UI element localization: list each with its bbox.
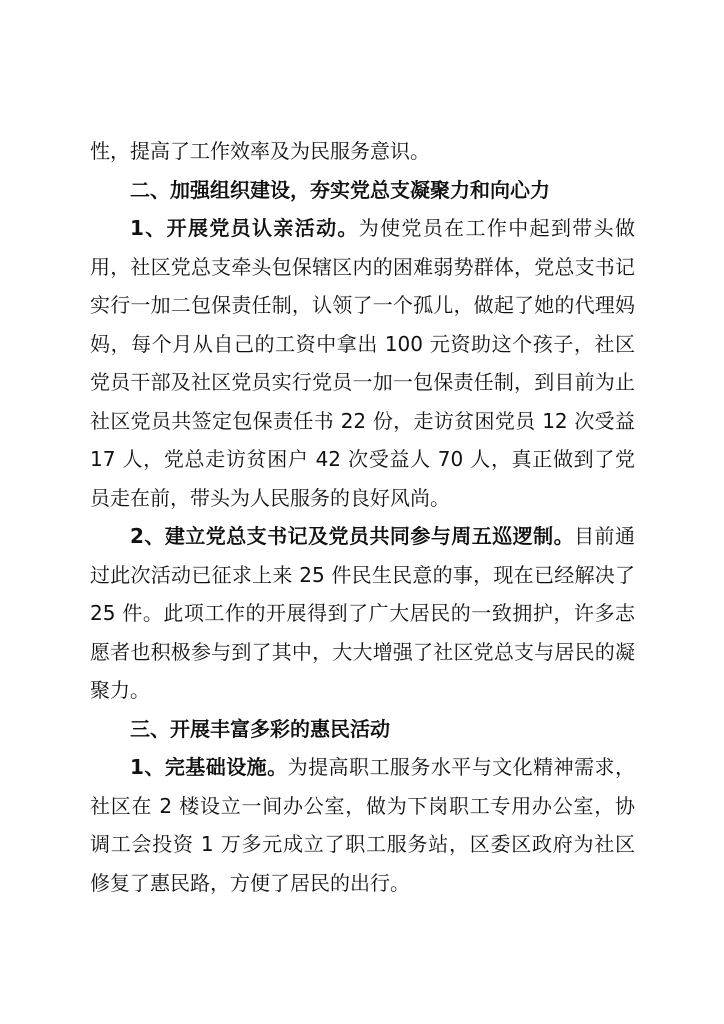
paragraph-infrastructure xyxy=(90,748,635,902)
section-heading-2: 二、加强组织建设，夯实党总支凝聚力和向心力 xyxy=(130,177,550,202)
paragraph-friday-patrol xyxy=(90,517,635,710)
paragraph-text: 为提高职工服务水平与文化精神需求，社区在 2 楼设立一间办公室，做为下岗职工专用办公室，协调工会投资 1 万多元成立了职工服务站，区委区政府为社区修复了惠民路，方便了居民的出行。 xyxy=(90,755,635,895)
paragraph-text: 性，提高了工作效率及为民服务意识。 xyxy=(90,139,430,163)
document-body xyxy=(90,132,635,902)
paragraph-continuation xyxy=(90,132,635,171)
section-heading-3: 三、开展丰富多彩的惠民活动 xyxy=(130,716,390,741)
paragraph-lead: 1、完基础设施。 xyxy=(130,755,288,779)
paragraph-text: 目前通过此次活动已征求上来 25 件民生民意的事，现在已经解决了 25 件。此项工作的开展得到了广大居民的一致拥护，许多志愿者也积极参与到了其中，大大增强了社区党总支与居民的凝聚力。 xyxy=(90,524,636,702)
paragraph-text: 为使党员在工作中起到带头做用，社区党总支牵头包保辖区内的困难弱势群体，党总支书记实行一加二包保责任制，认领了一个孤儿，做起了她的代理妈妈，每个月从自己的工资中拿出 100 元资助这个孩子，社区党员干部及社区党员实行党员一加一包保责任制，到目前为止社区党员共签定包保责任书 22 份，走访贫困党员 12 次受益 17 人，党总走访贫困户 42 次受益人 70 人，真正做到了党员走在前，带头为人民服务的良好风尚。 xyxy=(90,216,635,510)
paragraph-lead: 1、开展党员认亲活动。 xyxy=(130,216,359,240)
paragraph-lead: 2、建立党总支书记及党员共同参与周五巡逻制。 xyxy=(130,524,575,548)
paragraph-party-member-kinship xyxy=(90,209,635,517)
